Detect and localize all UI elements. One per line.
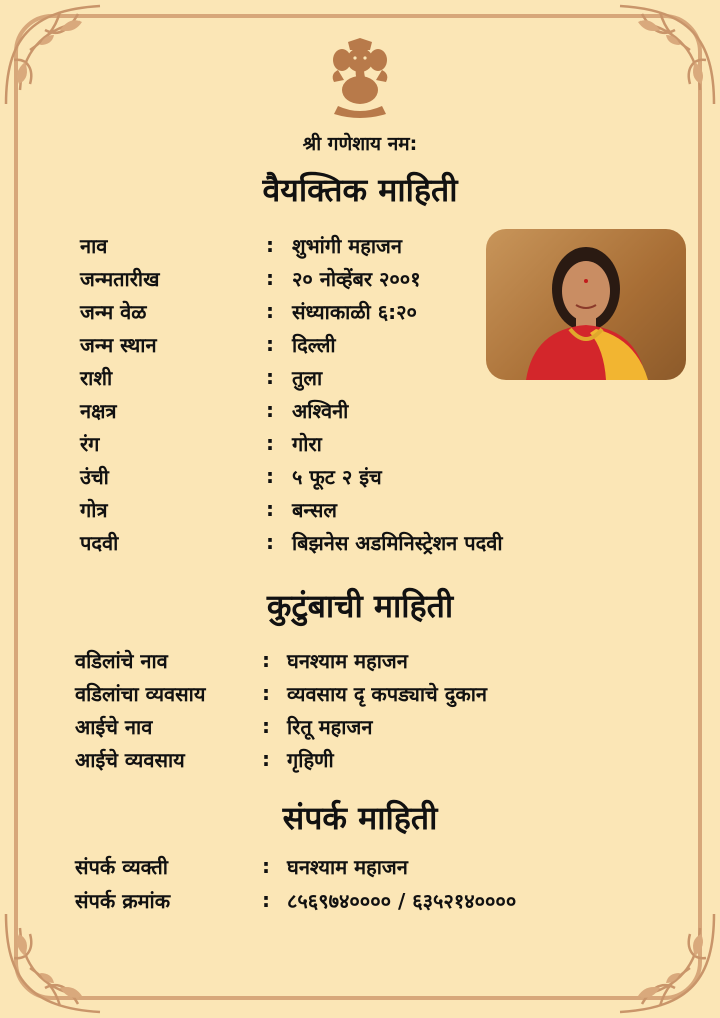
personal-value: शुभांगी महाजन bbox=[292, 233, 402, 258]
family-value: गृहिणी bbox=[287, 747, 334, 772]
separator: : bbox=[262, 747, 270, 771]
personal-value: गोरा bbox=[292, 431, 322, 456]
personal-label: नाव bbox=[80, 233, 108, 258]
floral-corner-icon bbox=[610, 0, 720, 110]
family-label: आईचे व्यवसाय bbox=[75, 747, 185, 772]
contact-row bbox=[75, 851, 408, 881]
personal-row bbox=[80, 362, 323, 392]
personal-value: ५ फूट २ इंच bbox=[292, 464, 382, 489]
personal-row bbox=[80, 395, 349, 425]
personal-label: जन्म वेळ bbox=[80, 299, 147, 324]
section-title-contact: संपर्क माहिती bbox=[282, 799, 438, 837]
personal-label: रंग bbox=[80, 431, 100, 456]
personal-value: बन्सल bbox=[292, 497, 337, 522]
contact-row bbox=[75, 885, 517, 915]
personal-row bbox=[80, 263, 421, 293]
family-label: वडिलांचे नाव bbox=[75, 648, 168, 673]
personal-label: उंची bbox=[80, 464, 109, 489]
separator: : bbox=[266, 431, 274, 455]
blessing-text: श्री गणेशाय नम: bbox=[302, 133, 418, 155]
floral-corner-icon bbox=[0, 0, 110, 110]
personal-row bbox=[80, 329, 336, 359]
section-title-personal: वैयक्तिक माहिती bbox=[262, 171, 458, 209]
personal-row bbox=[80, 230, 402, 260]
separator: : bbox=[266, 299, 274, 323]
personal-value: तुला bbox=[292, 365, 323, 390]
family-row bbox=[75, 645, 408, 675]
personal-row bbox=[80, 461, 382, 491]
family-label: वडिलांचा व्यवसाय bbox=[75, 681, 206, 706]
personal-value: दिल्ली bbox=[292, 332, 336, 357]
personal-row bbox=[80, 527, 503, 557]
personal-value: २० नोव्हेंबर २००१ bbox=[292, 266, 421, 291]
personal-value: अश्विनी bbox=[292, 398, 349, 423]
separator: : bbox=[262, 681, 270, 705]
family-value: रितू महाजन bbox=[287, 714, 373, 739]
family-row bbox=[75, 711, 373, 741]
personal-label: जन्मतारीख bbox=[80, 266, 160, 291]
contact-value: ८५६९७४०००० / ६३५२१४०००० bbox=[287, 888, 517, 913]
separator: : bbox=[266, 497, 274, 521]
personal-label: नक्षत्र bbox=[80, 398, 117, 423]
separator: : bbox=[266, 464, 274, 488]
contact-value: घनश्याम महाजन bbox=[287, 854, 408, 879]
family-row bbox=[75, 678, 487, 708]
personal-row bbox=[80, 494, 337, 524]
personal-label: गोत्र bbox=[80, 497, 108, 522]
section-title-family: कुटुंबाची माहिती bbox=[266, 587, 454, 625]
separator: : bbox=[266, 266, 274, 290]
separator: : bbox=[262, 648, 270, 672]
family-label: आईचे नाव bbox=[75, 714, 153, 739]
separator: : bbox=[262, 888, 270, 912]
separator: : bbox=[262, 854, 270, 878]
separator: : bbox=[266, 332, 274, 356]
personal-label: जन्म स्थान bbox=[80, 332, 157, 357]
profile-photo bbox=[486, 229, 686, 380]
personal-row bbox=[80, 296, 417, 326]
family-value: व्यवसाय दृ कपड्याचे दुकान bbox=[287, 681, 487, 706]
ganesha-icon bbox=[326, 38, 394, 118]
separator: : bbox=[266, 365, 274, 389]
separator: : bbox=[266, 530, 274, 554]
contact-label: संपर्क व्यक्ती bbox=[75, 854, 168, 879]
personal-label: पदवी bbox=[80, 530, 119, 555]
floral-corner-icon bbox=[610, 908, 720, 1018]
separator: : bbox=[262, 714, 270, 738]
personal-value: संध्याकाळी ६:२० bbox=[292, 299, 417, 324]
separator: : bbox=[266, 398, 274, 422]
personal-value: बिझनेस अडमिनिस्ट्रेशन पदवी bbox=[292, 530, 503, 555]
family-row bbox=[75, 744, 334, 774]
family-value: घनश्याम महाजन bbox=[287, 648, 408, 673]
personal-label: राशी bbox=[80, 365, 113, 390]
floral-corner-icon bbox=[0, 908, 110, 1018]
personal-row bbox=[80, 428, 322, 458]
separator: : bbox=[266, 233, 274, 257]
contact-label: संपर्क क्रमांक bbox=[75, 888, 171, 913]
